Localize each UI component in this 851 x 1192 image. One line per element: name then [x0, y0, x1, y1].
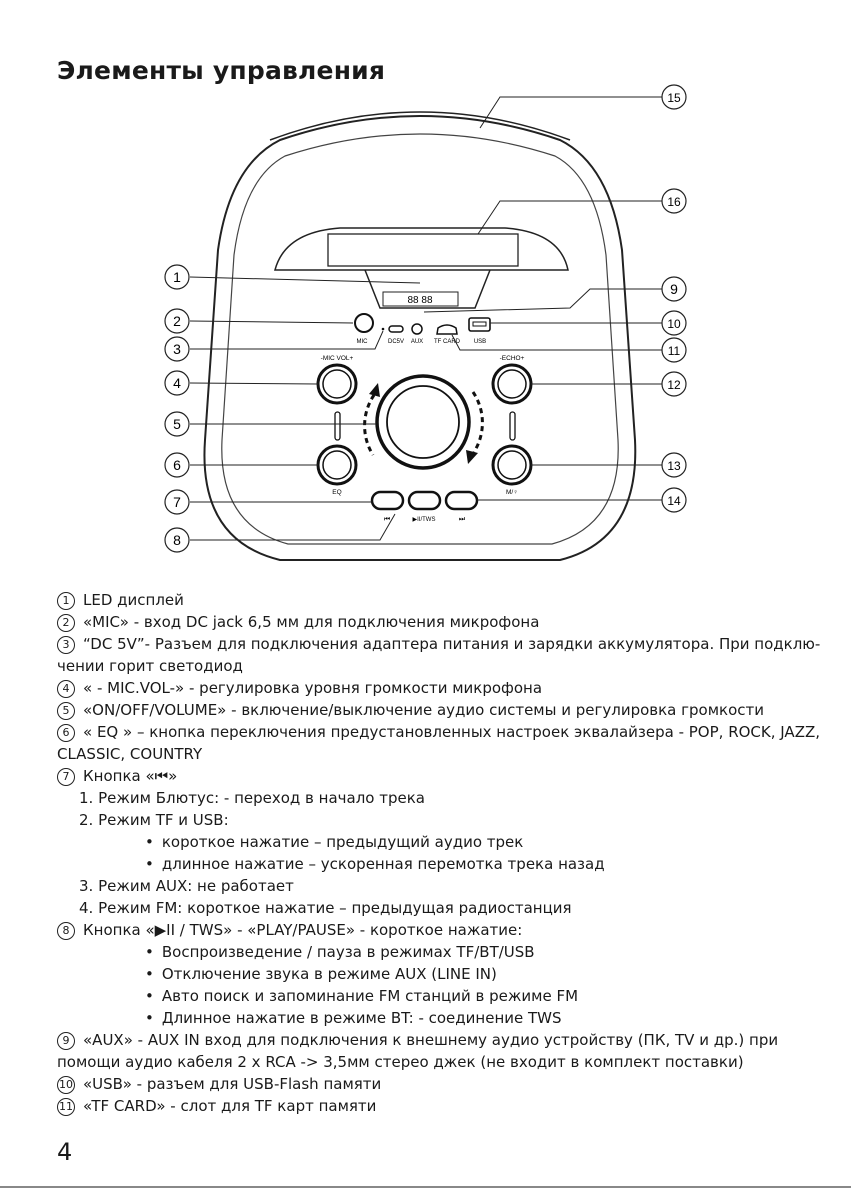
page-number: 4	[57, 1138, 73, 1166]
callout-11	[662, 338, 686, 362]
play-tws-button-label: ▶II/TWS	[412, 517, 436, 523]
callout-14	[662, 488, 686, 512]
item-text: Авто поиск и запоминание FM станций в режиме FM	[161, 987, 579, 1005]
bottom-divider	[0, 1186, 851, 1188]
volume-arrow-left-head	[369, 383, 380, 397]
item-text: 4. Режим FM: короткое нажатие – предыдущая радиостанция	[79, 899, 572, 917]
list-item	[57, 766, 177, 786]
item-text: Воспроизведение / пауза в режимах TF/BT/USB	[161, 943, 535, 961]
callout-9	[662, 277, 686, 301]
list-item	[57, 612, 539, 632]
item-text: «AUX» - AUX IN вход для подключения к внешнему аудио устройству (ПК, TV и др.) при	[83, 1031, 779, 1049]
item-number: 9	[57, 1032, 75, 1050]
dc5v-port[interactable]	[389, 326, 403, 332]
eq-knob-label: EQ	[332, 489, 342, 496]
aux-port-label: AUX	[410, 339, 424, 345]
callout-8	[165, 528, 189, 552]
mic-port-label: MIC	[356, 339, 368, 345]
item-text: CLASSIC, COUNTRY	[57, 745, 203, 763]
list-item	[57, 590, 184, 610]
svg-text:16: 16	[667, 195, 681, 209]
callout-numbers	[165, 85, 686, 552]
list-item	[57, 1030, 778, 1050]
item-text: 2. Режим TF и USB:	[79, 811, 229, 829]
list-bullet	[145, 854, 605, 874]
item-text: LED дисплей	[83, 591, 184, 609]
item-text: « - MIC.VOL-» - регулировка уровня громкости микрофона	[83, 679, 543, 697]
callout-4	[165, 371, 189, 395]
svg-text:12: 12	[667, 378, 681, 392]
item-text: Кнопка «▶II / TWS» - «PLAY/PAUSE» - короткое нажатие:	[83, 921, 523, 939]
mic-jack[interactable]	[355, 314, 373, 332]
list-item	[57, 1096, 376, 1116]
prev-button-label: ⏮	[383, 516, 391, 523]
callout-15	[662, 85, 686, 109]
item-number: 3	[57, 636, 75, 654]
callout-3	[165, 337, 189, 361]
item-number: 7	[57, 768, 75, 786]
left-indicator-slit	[335, 412, 340, 440]
svg-text:15: 15	[667, 91, 681, 105]
prev-button[interactable]	[372, 492, 403, 509]
item-text: «USB» - разъем для USB-Flash памяти	[83, 1075, 382, 1093]
list-item	[57, 920, 522, 940]
next-button[interactable]	[446, 492, 477, 509]
callout-6	[165, 453, 189, 477]
callout-7	[165, 490, 189, 514]
item-number: 4	[57, 680, 75, 698]
list-item	[57, 678, 542, 698]
dc5v-port-label: DC5V	[387, 339, 405, 345]
list-item-continuation	[57, 744, 202, 764]
item-text: 3. Режим AUX: не работает	[79, 877, 294, 895]
m-knob-label: M/♀	[505, 489, 519, 496]
list-bullet	[145, 986, 578, 1006]
item-number: 6	[57, 724, 75, 742]
item-text: «MIC» - вход DC jack 6,5 мм для подключения микрофона	[83, 613, 540, 631]
list-bullet	[145, 1008, 562, 1028]
light-strip	[328, 234, 518, 266]
list-subitem	[79, 898, 572, 918]
list-subitem	[79, 876, 294, 896]
svg-text:2: 2	[173, 313, 181, 329]
page-title: Элементы управления	[57, 56, 386, 85]
list-bullet	[145, 832, 523, 852]
list-bullet	[145, 942, 535, 962]
echo-knob-label: -ECHO+	[499, 355, 525, 362]
callout-5	[165, 412, 189, 436]
callout-13	[662, 453, 686, 477]
volume-knob-outer[interactable]	[377, 376, 469, 468]
next-button-label: ⏭	[458, 516, 466, 523]
usb-port[interactable]	[469, 318, 490, 331]
svg-text:7: 7	[173, 494, 181, 510]
item-number: 5	[57, 702, 75, 720]
list-item	[57, 700, 764, 720]
callout-12	[662, 372, 686, 396]
svg-text:13: 13	[667, 459, 681, 473]
item-text: длинное нажатие – ускоренная перемотка трека назад	[161, 855, 605, 873]
callout-10	[662, 311, 686, 335]
list-item-continuation	[57, 1052, 744, 1072]
led-display-digits: 88 88	[407, 295, 433, 306]
svg-text:6: 6	[173, 457, 181, 473]
tf-card-slot-label: TF CARD	[434, 339, 460, 345]
list-item	[57, 722, 820, 742]
svg-text:10: 10	[667, 317, 681, 331]
list-item	[57, 634, 820, 654]
charge-led	[382, 328, 385, 331]
svg-text:4: 4	[173, 375, 181, 391]
item-number: 2	[57, 614, 75, 632]
svg-text:1: 1	[173, 269, 181, 285]
list-subitem	[79, 810, 229, 830]
item-text: «ON/OFF/VOLUME» - включение/выключение аудио системы и регулировка громкости	[83, 701, 765, 719]
speaker-diagram	[0, 0, 851, 580]
list-bullet	[145, 964, 497, 984]
callout-lines	[190, 97, 662, 540]
item-text: короткое нажатие – предыдущий аудио трек	[161, 833, 524, 851]
item-text: «TF CARD» - слот для TF карт памяти	[83, 1097, 377, 1115]
usb-port-label: USB	[473, 339, 487, 345]
volume-arrow-right-head	[466, 450, 478, 464]
item-number: 10	[57, 1076, 75, 1094]
usb-port-inner	[473, 322, 486, 326]
svg-text:11: 11	[667, 344, 681, 358]
callout-16	[662, 189, 686, 213]
item-number: 8	[57, 922, 75, 940]
list-item-continuation	[57, 656, 243, 676]
svg-text:14: 14	[667, 494, 681, 508]
mic-vol-knob-label: -MIC VOL+	[320, 355, 354, 362]
list-item	[57, 1074, 381, 1094]
item-text: Длинное нажатие в режиме BT: - соединение TWS	[161, 1009, 562, 1027]
item-number: 1	[57, 592, 75, 610]
right-indicator-slit	[510, 412, 515, 440]
svg-text:5: 5	[173, 416, 181, 432]
callout-2	[165, 309, 189, 333]
item-text: Отключение звука в режиме AUX (LINE IN)	[161, 965, 497, 983]
play-tws-button[interactable]	[409, 492, 440, 509]
aux-port[interactable]	[412, 324, 422, 334]
svg-text:3: 3	[173, 341, 181, 357]
tf-card-slot[interactable]	[437, 325, 457, 334]
svg-text:9: 9	[670, 281, 678, 297]
item-text: чении горит светодиод	[57, 657, 243, 675]
volume-arrow-left	[365, 395, 374, 455]
item-text: Кнопка «⏮»	[83, 767, 178, 785]
list-subitem	[79, 788, 425, 808]
item-text: 1. Режим Блютус: - переход в начало трека	[79, 789, 425, 807]
item-text: помощи аудио кабеля 2 x RCA -> 3,5мм стерео джек (не входит в комплект поставки)	[57, 1053, 744, 1071]
callout-1	[165, 265, 189, 289]
svg-text:8: 8	[173, 532, 181, 548]
item-text: « EQ » – кнопка переключения предустановленных настроек эквалайзера - POP, ROCK, JAZZ,	[83, 723, 821, 741]
volume-arrow-right	[473, 392, 482, 452]
item-text: “DC 5V”- Разъем для подключения адаптера питания и зарядки аккумулятора. При подклю-	[83, 635, 821, 653]
item-number: 11	[57, 1098, 75, 1116]
